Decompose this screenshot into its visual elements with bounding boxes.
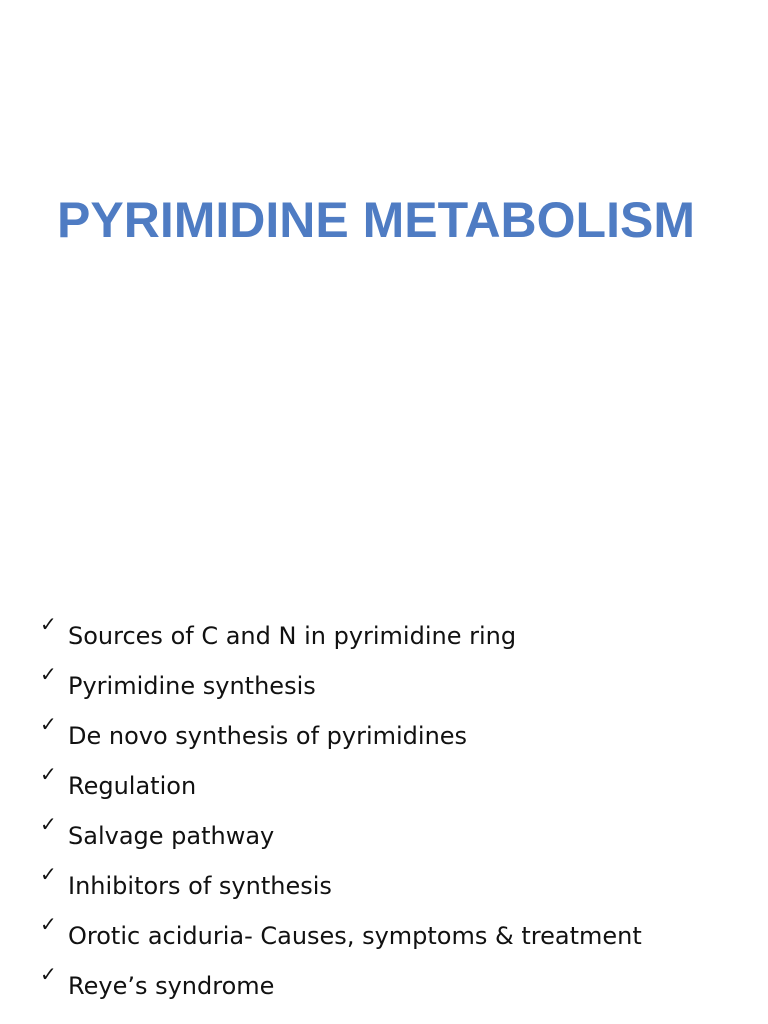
check-icon: ✓ (40, 762, 57, 786)
bullet-text: Reye’s syndrome (68, 972, 275, 1000)
list-item (40, 662, 642, 716)
check-icon: ✓ (40, 912, 57, 936)
list-item (40, 812, 642, 866)
bullet-text: Inhibitors of synthesis (68, 872, 332, 900)
bullet-text: Orotic aciduria- Causes, symptoms & treatment (68, 922, 642, 950)
slide-title: PYRIMIDINE METABOLISM (57, 192, 695, 248)
list-item (40, 762, 642, 816)
check-icon: ✓ (40, 862, 57, 886)
bullet-text: De novo synthesis of pyrimidines (68, 722, 468, 750)
check-icon: ✓ (40, 812, 57, 836)
check-icon: ✓ (40, 962, 57, 986)
check-icon: ✓ (40, 662, 57, 686)
bullet-text: Regulation (68, 772, 197, 800)
list-item (40, 862, 642, 916)
bullet-text: Pyrimidine synthesis (68, 672, 316, 700)
bullet-text: Salvage pathway (68, 822, 275, 850)
list-item (40, 912, 642, 966)
bullet-text: Sources of C and N in pyrimidine ring (68, 622, 517, 650)
list-item (40, 962, 642, 1016)
check-icon: ✓ (40, 712, 57, 736)
bullet-list (40, 612, 642, 1016)
list-item (40, 612, 642, 666)
check-icon: ✓ (40, 612, 57, 636)
list-item (40, 712, 642, 766)
